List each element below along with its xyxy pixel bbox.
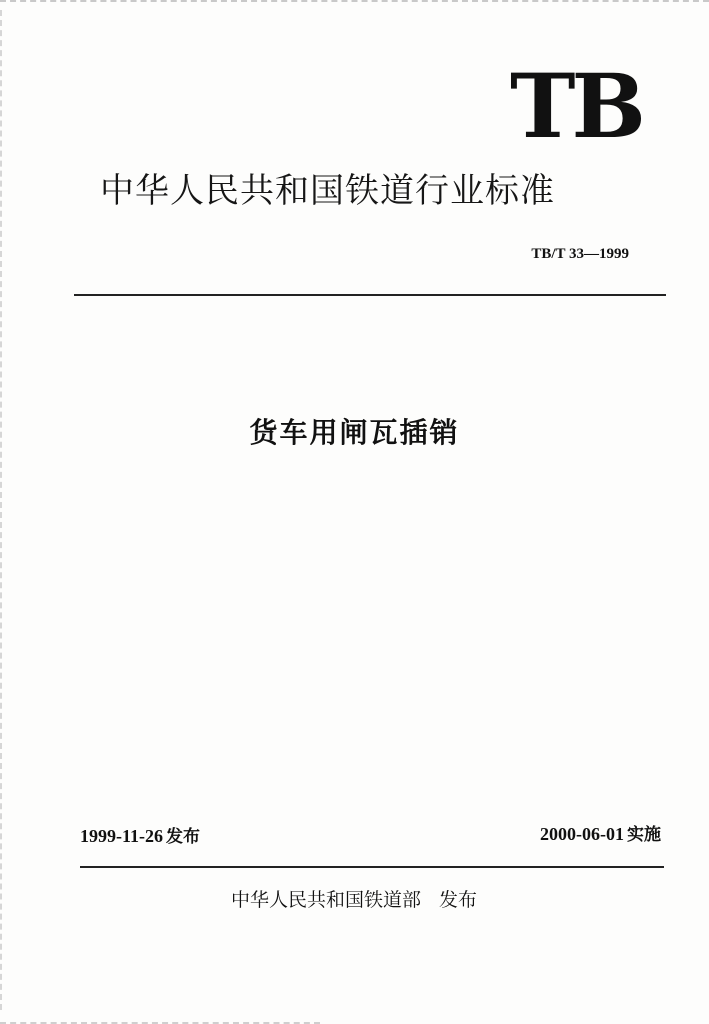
issue-date	[80, 824, 200, 849]
tb-logo: TB	[510, 54, 642, 158]
implementation-date-value: 2000-06-01	[540, 824, 624, 844]
scan-edge-top	[0, 0, 709, 8]
scan-edge-left	[0, 10, 6, 1010]
issue-date-value: 1999-11-26	[80, 826, 163, 846]
scan-edge-bottom	[0, 1014, 320, 1024]
publisher-name: 中华人民共和国铁道部	[231, 889, 422, 911]
footer-divider	[80, 866, 664, 868]
header-divider	[74, 294, 666, 296]
standard-number: TB/T 33—1999	[531, 246, 629, 262]
implementation-date	[540, 822, 661, 847]
document-title: 货车用闸瓦插销	[249, 416, 460, 449]
publisher-verb: 发布	[439, 889, 478, 911]
org-title: 中华人民共和国铁道行业标准	[100, 171, 555, 211]
issue-date-label: 发布	[166, 827, 200, 847]
implementation-date-label: 实施	[627, 825, 661, 845]
publisher	[231, 886, 477, 914]
